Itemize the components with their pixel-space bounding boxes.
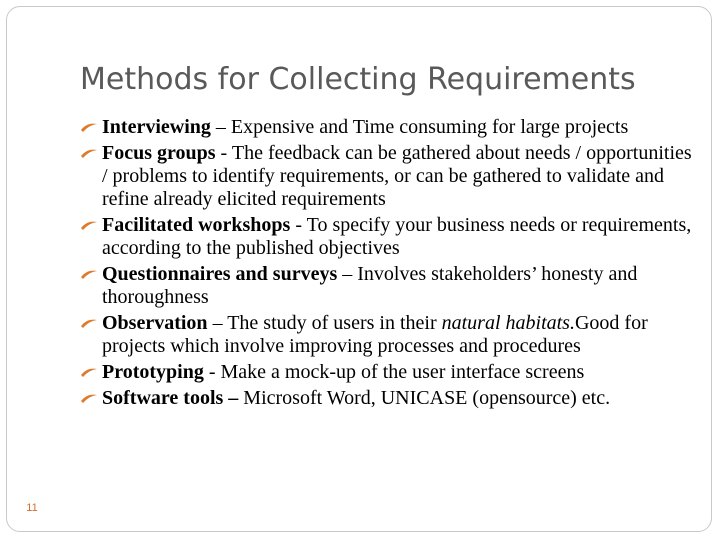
item-term: Focus groups (102, 142, 216, 164)
list-item (80, 361, 692, 384)
list-item (80, 312, 692, 358)
slide-title: Methods for Collecting Requirements (80, 62, 636, 97)
item-term: Questionnaires and surveys (102, 263, 338, 285)
orange-swoosh-bullet-icon (80, 268, 98, 280)
orange-swoosh-bullet-icon (80, 147, 98, 159)
slide-number: 11 (26, 502, 38, 514)
item-italic-text: natural habitats. (441, 312, 575, 334)
list-item (80, 116, 692, 139)
list-item (80, 387, 692, 410)
item-text: – Expensive and Time consuming for large projects (210, 116, 629, 138)
item-term: Software tools – (102, 387, 239, 409)
bullet-list (80, 116, 692, 413)
item-text: – The study of users in their (207, 312, 442, 334)
orange-swoosh-bullet-icon (80, 366, 98, 378)
orange-swoosh-bullet-icon (80, 121, 98, 133)
item-text: – Involves stakeholders’ honesty and thoroughness (102, 263, 638, 308)
item-term: Facilitated workshops (102, 214, 291, 236)
list-item (80, 214, 692, 260)
item-text: Microsoft Word, UNICASE (opensource) etc. (238, 387, 611, 409)
orange-swoosh-bullet-icon (80, 317, 98, 329)
orange-swoosh-bullet-icon (80, 219, 98, 231)
item-term: Prototyping (102, 361, 204, 383)
item-term: Interviewing (102, 116, 211, 138)
orange-swoosh-bullet-icon (80, 392, 98, 404)
item-text: - The feedback can be gathered about needs / opportunities / problems to identify requirements, or can be gathered to validate and refine already elicited requirements (102, 142, 692, 210)
item-term: Observation (102, 312, 208, 334)
list-item (80, 263, 692, 309)
item-text: - To specify your business needs or requirements, according to the published objectives (102, 214, 692, 259)
item-text-continued: Good for projects which involve improving processes and procedures (102, 312, 648, 357)
item-text: - Make a mock-up of the user interface screens (203, 361, 585, 383)
list-item (80, 142, 692, 211)
